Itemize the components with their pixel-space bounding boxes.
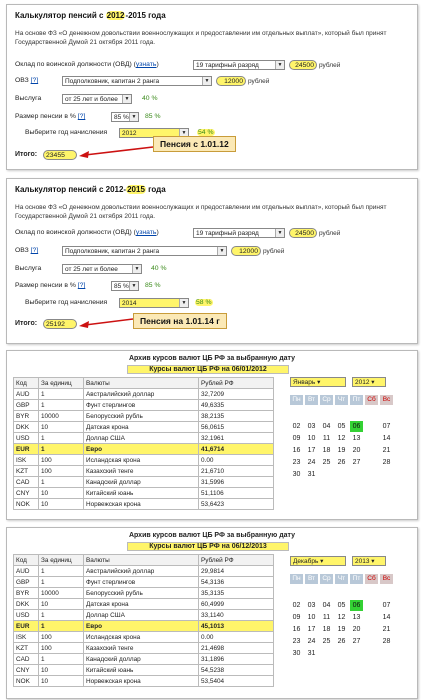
table-row: [14, 577, 274, 588]
archive-title: Архив курсов валют ЦБ РФ за выбранную дату: [128, 532, 296, 539]
table-cell: 32,1961: [199, 433, 274, 444]
table-cell: 53,6423: [199, 499, 274, 510]
calendar-day[interactable]: 02: [292, 602, 301, 609]
weekday-label: Пт: [350, 574, 363, 584]
weekday-label: Чт: [335, 574, 348, 584]
calendar-day[interactable]: 23: [292, 459, 301, 466]
table-cell: 100: [39, 455, 84, 466]
calendar-day[interactable]: 04: [322, 423, 331, 430]
archive-title: Архив курсов валют ЦБ РФ за выбранную дату: [128, 355, 296, 362]
calendar-day[interactable]: 11: [322, 435, 331, 442]
chevron-down-icon: ▼: [217, 247, 226, 255]
table-cell: Канадский доллар: [84, 477, 199, 488]
table-cell: 1: [39, 577, 84, 588]
chevron-down-icon: ▼: [179, 299, 188, 307]
calendar-day[interactable]: 28: [382, 638, 391, 645]
arrow-icon: [75, 143, 155, 161]
ovd-learn-link[interactable]: узнать: [135, 229, 157, 236]
pension-size-percent: 85 %: [145, 113, 161, 120]
calendar-day[interactable]: 16: [292, 626, 301, 633]
rub-label: рублей: [319, 230, 341, 237]
table-row: [14, 676, 274, 687]
year-select[interactable]: 2013 ▾: [352, 556, 386, 566]
table-cell: 60,4999: [199, 599, 274, 610]
service-select[interactable]: от 25 лет и более ▼: [62, 264, 142, 274]
table-cell: EUR: [14, 444, 39, 455]
rub-label: рублей: [248, 78, 270, 85]
table-cell: DKK: [14, 599, 39, 610]
table-cell: 41,6714: [199, 444, 274, 455]
calendar-day[interactable]: 26: [337, 459, 346, 466]
table-cell: GBP: [14, 400, 39, 411]
calendar-day[interactable]: 07: [382, 423, 391, 430]
calendar-day[interactable]: 09: [292, 435, 301, 442]
total-label: Итого:: [15, 320, 38, 327]
weekday-label: Вт: [305, 574, 318, 584]
table-cell: 10: [39, 488, 84, 499]
year-select[interactable]: 2014 ▼: [119, 298, 189, 308]
total-label: Итого:: [15, 151, 38, 158]
calendar-day[interactable]: 19: [337, 447, 346, 454]
table-cell: Казахский тенге: [84, 643, 199, 654]
table-row: [14, 566, 274, 577]
table-cell: 10000: [39, 411, 84, 422]
chevron-down-icon: ▼: [202, 77, 211, 85]
table-row: [14, 499, 274, 510]
table-cell: 56,0615: [199, 422, 274, 433]
table-row: [14, 654, 274, 665]
law-basis-text: На основе ФЗ «О денежном довольствии военнослужащих и предоставлении им отдельных выплат», который был принят Государственной Думой 21 октября 2011 года.: [15, 204, 387, 220]
calendar-day[interactable]: 06: [350, 421, 363, 432]
weekday-header: [290, 395, 408, 406]
table-header-row: [14, 378, 274, 389]
table-cell: 32,7209: [199, 389, 274, 400]
table-row: [14, 665, 274, 676]
calendar-day[interactable]: 31: [307, 650, 316, 657]
table-cell: 1: [39, 477, 84, 488]
weekday-label: Пт: [350, 395, 363, 405]
ovz-label: ОВЗ [?]: [15, 77, 39, 84]
calendar-day[interactable]: 03: [307, 602, 316, 609]
pension-size-label: Размер пенсии в % [?]: [15, 113, 86, 120]
year-label: Выберите год начисления: [25, 129, 108, 136]
calendar-day[interactable]: 14: [382, 435, 391, 442]
table-cell: KZT: [14, 643, 39, 654]
table-cell: CAD: [14, 477, 39, 488]
column-header: За единиц: [39, 555, 84, 566]
table-cell: 10000: [39, 588, 84, 599]
calendar-day[interactable]: 20: [352, 447, 361, 454]
weekday-label: Вс: [380, 395, 393, 405]
table-cell: 1: [39, 444, 84, 455]
table-cell: Доллар США: [84, 433, 199, 444]
table-cell: 35,3135: [199, 588, 274, 599]
calendar-day[interactable]: 10: [307, 435, 316, 442]
service-percent: 40 %: [151, 265, 167, 272]
month-select[interactable]: Декабрь ▾: [290, 556, 346, 566]
table-row: [14, 411, 274, 422]
chevron-down-icon: ▼: [179, 129, 188, 137]
ovz-value-input[interactable]: 12000: [216, 76, 246, 86]
table-cell: 1: [39, 621, 84, 632]
table-header-row: [14, 555, 274, 566]
table-cell: Белорусский рубль: [84, 588, 199, 599]
rub-label: рублей: [319, 62, 341, 69]
calendar-day[interactable]: 12: [337, 435, 346, 442]
calendar-day[interactable]: 27: [352, 638, 361, 645]
table-row: [14, 643, 274, 654]
table-row: [14, 488, 274, 499]
table-cell: 100: [39, 643, 84, 654]
table-cell: 10: [39, 676, 84, 687]
table-cell: USD: [14, 433, 39, 444]
rates-subtitle: Курсы валют ЦБ РФ на 06/12/2013: [127, 542, 289, 551]
pension-calculator-2014: [6, 178, 418, 344]
table-cell: 54,3136: [199, 577, 274, 588]
table-cell: CAD: [14, 654, 39, 665]
ovd-select[interactable]: 19 тарифный разряд ▼: [193, 228, 285, 238]
help-link[interactable]: [?]: [30, 247, 39, 254]
table-cell: 10: [39, 422, 84, 433]
column-header: За единиц: [39, 378, 84, 389]
help-link[interactable]: [?]: [77, 113, 86, 120]
calendar-day[interactable]: 25: [322, 638, 331, 645]
table-cell: Фунт стерлингов: [84, 577, 199, 588]
table-cell: Евро: [84, 444, 199, 455]
weekday-label: Вс: [380, 574, 393, 584]
pension-size-select[interactable]: 85 % ▼: [111, 112, 139, 122]
weekday-label: Чт: [335, 395, 348, 405]
table-cell: ISK: [14, 455, 39, 466]
calendar-day[interactable]: 05: [337, 423, 346, 430]
table-row: [14, 477, 274, 488]
calendar-day[interactable]: 10: [307, 614, 316, 621]
weekday-label: Ср: [320, 574, 333, 584]
rates-subtitle: Курсы валют ЦБ РФ на 06/01/2012: [127, 365, 289, 374]
weekday-label: Пн: [290, 574, 303, 584]
rates-table: [13, 377, 274, 510]
ovd-learn-link[interactable]: узнать: [135, 61, 157, 68]
table-row: [14, 400, 274, 411]
table-cell: 51,1106: [199, 488, 274, 499]
ovd-value-input[interactable]: 24500: [289, 228, 317, 238]
service-percent: 40 %: [142, 95, 158, 102]
calendar-day[interactable]: 11: [322, 614, 331, 621]
total-value: 23455: [43, 150, 77, 160]
column-header: Рублей РФ: [199, 378, 274, 389]
table-cell: 21,4698: [199, 643, 274, 654]
rank-select[interactable]: Подполковник, капитан 2 ранга ▼: [62, 76, 212, 86]
calendar-day[interactable]: 04: [322, 602, 331, 609]
table-cell: 1: [39, 400, 84, 411]
pension-size-label: Размер пенсии в % [?]: [15, 282, 86, 289]
table-cell: 10: [39, 599, 84, 610]
pension-callout: Пенсия с 1.01.12: [153, 136, 236, 152]
calendar-day[interactable]: 19: [337, 626, 346, 633]
table-cell: KZT: [14, 466, 39, 477]
calendar-day[interactable]: 07: [382, 602, 391, 609]
table-cell: 49,6335: [199, 400, 274, 411]
table-cell: 29,9814: [199, 566, 274, 577]
ovd-value-input[interactable]: 24500: [289, 60, 317, 70]
table-cell: USD: [14, 610, 39, 621]
calendar-day[interactable]: 24: [307, 638, 316, 645]
table-cell: 10: [39, 499, 84, 510]
table-cell: Фунт стерлингов: [84, 400, 199, 411]
calendar-day[interactable]: 14: [382, 614, 391, 621]
currency-archive-2013: [6, 527, 418, 699]
table-row: [14, 632, 274, 643]
table-row: [14, 433, 274, 444]
table-row: [14, 610, 274, 621]
calendar-day[interactable]: 23: [292, 638, 301, 645]
pension-callout: Пенсия на 1.01.14 г: [133, 313, 227, 329]
table-row: [14, 599, 274, 610]
ovd-select[interactable]: 19 тарифный разряд ▼: [193, 60, 285, 70]
pension-size-select[interactable]: 85 % ▼: [111, 281, 139, 291]
year-label: Выберите год начисления: [25, 299, 108, 306]
law-basis-text: На основе ФЗ «О денежном довольствии военнослужащих и предоставлении им отдельных выплат», который был принят Государственной Думой 21 октября 2011 года.: [15, 30, 387, 46]
table-row: [14, 422, 274, 433]
table-cell: 31,1896: [199, 654, 274, 665]
calendar-day[interactable]: 27: [352, 459, 361, 466]
calendar-day[interactable]: 24: [307, 459, 316, 466]
table-cell: 0.00: [199, 632, 274, 643]
calendar-day[interactable]: 21: [382, 447, 391, 454]
pension-calculator-2012: [6, 4, 418, 170]
calc-title: Калькулятор пенсий с 2012-2015 года: [15, 185, 166, 194]
calendar-day[interactable]: 13: [352, 614, 361, 621]
calendar-day[interactable]: 20: [352, 626, 361, 633]
table-cell: Австралийский доллар: [84, 389, 199, 400]
calendar-day[interactable]: 21: [382, 626, 391, 633]
pension-size-percent: 85 %: [145, 282, 161, 289]
calendar-day[interactable]: 13: [352, 435, 361, 442]
table-row: [14, 466, 274, 477]
calendar-day[interactable]: 16: [292, 447, 301, 454]
column-header: Код: [14, 378, 39, 389]
table-cell: 1: [39, 566, 84, 577]
table-cell: Белорусский рубль: [84, 411, 199, 422]
calendar-day[interactable]: 09: [292, 614, 301, 621]
table-cell: Казахский тенге: [84, 466, 199, 477]
column-header: Валюты: [84, 378, 199, 389]
ovz-value-input[interactable]: 12000: [231, 246, 261, 256]
calendar-day[interactable]: 25: [322, 459, 331, 466]
table-cell: CNY: [14, 488, 39, 499]
year-percent: 58 %: [196, 299, 212, 306]
chevron-down-icon: ▼: [129, 113, 138, 121]
weekday-label: Пн: [290, 395, 303, 405]
chevron-down-icon: ▼: [275, 229, 284, 237]
table-cell: GBP: [14, 577, 39, 588]
table-row: [14, 444, 274, 455]
ovz-label: ОВЗ [?]: [15, 247, 39, 254]
rates-table: [13, 554, 274, 687]
table-cell: 21,6710: [199, 466, 274, 477]
table-cell: EUR: [14, 621, 39, 632]
calendar-day[interactable]: 28: [382, 459, 391, 466]
table-cell: Китайский юань: [84, 488, 199, 499]
column-header: Валюты: [84, 555, 199, 566]
calendar-day[interactable]: 30: [292, 650, 301, 657]
service-label: Выслуга: [15, 265, 42, 272]
chevron-down-icon: ▼: [129, 282, 138, 290]
table-cell: Канадский доллар: [84, 654, 199, 665]
chevron-down-icon: ▼: [275, 61, 284, 69]
calendar-day[interactable]: 06: [350, 600, 363, 611]
chevron-down-icon: ▼: [122, 95, 131, 103]
column-header: Рублей РФ: [199, 555, 274, 566]
year-select[interactable]: 2012 ▾: [352, 377, 386, 387]
service-select[interactable]: от 25 лет и более ▼: [62, 94, 132, 104]
table-row: [14, 588, 274, 599]
calendar-day[interactable]: 31: [307, 471, 316, 478]
calendar-day[interactable]: 12: [337, 614, 346, 621]
table-cell: DKK: [14, 422, 39, 433]
table-cell: BYR: [14, 588, 39, 599]
table-row: [14, 389, 274, 400]
calendar-day[interactable]: 05: [337, 602, 346, 609]
calendar-day[interactable]: 30: [292, 471, 301, 478]
weekday-label: Ср: [320, 395, 333, 405]
table-cell: 1: [39, 654, 84, 665]
service-label: Выслуга: [15, 95, 42, 102]
table-cell: 31,5996: [199, 477, 274, 488]
table-cell: Евро: [84, 621, 199, 632]
year-select[interactable]: 2012 ▼: [119, 128, 189, 138]
table-cell: 100: [39, 632, 84, 643]
ovd-label: Оклад по воинской должности (ОВД) (узнать): [15, 229, 159, 236]
table-cell: Норвежская крона: [84, 499, 199, 510]
table-cell: CNY: [14, 665, 39, 676]
help-link[interactable]: [?]: [77, 282, 86, 289]
weekday-header: [290, 574, 408, 585]
help-link[interactable]: [?]: [30, 77, 39, 84]
rank-select[interactable]: Подполковник, капитан 2 ранга ▼: [62, 246, 227, 256]
table-cell: 45,1013: [199, 621, 274, 632]
table-cell: Исландская крона: [84, 455, 199, 466]
table-cell: Норвежская крона: [84, 676, 199, 687]
currency-archive-2012: [6, 350, 418, 520]
table-cell: Китайский юань: [84, 665, 199, 676]
column-header: Код: [14, 555, 39, 566]
weekday-label: Сб: [365, 574, 378, 584]
chevron-down-icon: ▼: [132, 265, 141, 273]
table-cell: 38,2135: [199, 411, 274, 422]
calendar-day[interactable]: 26: [337, 638, 346, 645]
table-cell: NOK: [14, 499, 39, 510]
table-cell: Датская крона: [84, 422, 199, 433]
rub-label: рублей: [263, 248, 285, 255]
table-cell: AUD: [14, 389, 39, 400]
table-cell: 0.00: [199, 455, 274, 466]
weekday-label: Сб: [365, 395, 378, 405]
table-cell: AUD: [14, 566, 39, 577]
table-cell: 33,1140: [199, 610, 274, 621]
table-row: [14, 455, 274, 466]
table-cell: Датская крона: [84, 599, 199, 610]
weekday-label: Вт: [305, 395, 318, 405]
calendar-day[interactable]: 17: [307, 447, 316, 454]
calendar-day[interactable]: 18: [322, 447, 331, 454]
month-select[interactable]: Январь ▾: [290, 377, 346, 387]
table-cell: 1: [39, 610, 84, 621]
table-cell: 1: [39, 433, 84, 444]
total-value: 25192: [43, 319, 77, 329]
table-cell: NOK: [14, 676, 39, 687]
calendar-day[interactable]: 03: [307, 423, 316, 430]
table-row: [14, 621, 274, 632]
calc-title: Калькулятор пенсий с 2012-2015 года: [15, 11, 166, 20]
table-cell: 100: [39, 466, 84, 477]
arrow-icon: [75, 313, 135, 331]
year-percent: 54 %: [198, 129, 214, 136]
calendar-day[interactable]: 17: [307, 626, 316, 633]
table-cell: 10: [39, 665, 84, 676]
table-cell: ISK: [14, 632, 39, 643]
table-cell: Австралийский доллар: [84, 566, 199, 577]
table-cell: Исландская крона: [84, 632, 199, 643]
table-cell: 54,5238: [199, 665, 274, 676]
ovd-label: Оклад по воинской должности (ОВД) (узнать): [15, 61, 159, 68]
table-cell: 53,5404: [199, 676, 274, 687]
table-cell: BYR: [14, 411, 39, 422]
calendar-day[interactable]: 18: [322, 626, 331, 633]
calendar-day[interactable]: 02: [292, 423, 301, 430]
table-cell: 1: [39, 389, 84, 400]
table-cell: Доллар США: [84, 610, 199, 621]
